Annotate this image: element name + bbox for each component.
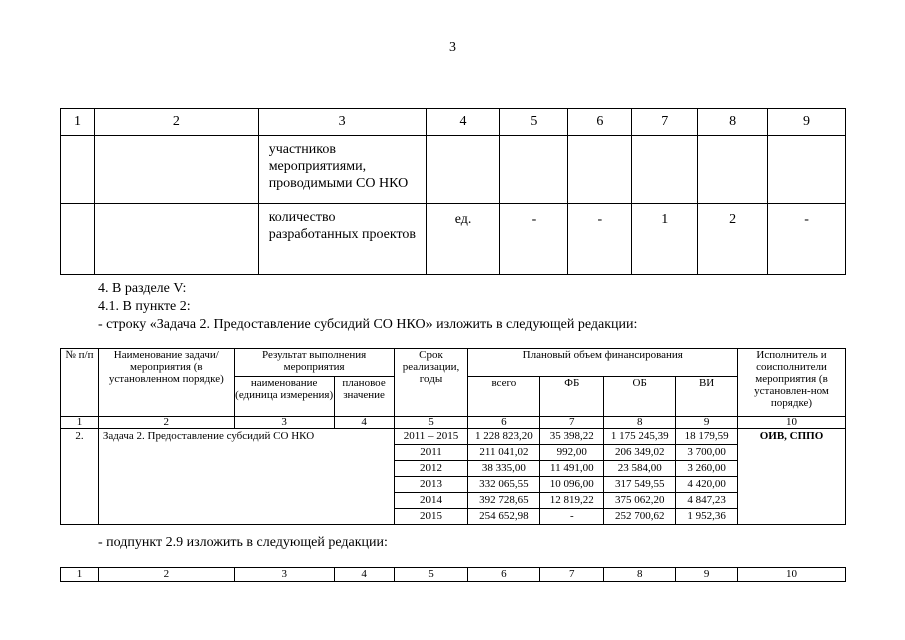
value-cell: 1 [632,204,698,275]
header-fb: ФБ [540,377,604,417]
value-cell: - [568,204,632,275]
paragraph-section: 4. В разделе V: [98,281,187,296]
table-row: 2014 392 728,65 12 819,22 375 062,20 4 847,23 [61,493,846,509]
header-name: Наименование задачи/мероприятия (в установленном порядке) [98,349,234,417]
header-executor: Исполнитель и соисполнители мероприятия (в установлен-ном порядке) [738,349,846,417]
task-number: 2. [61,429,99,525]
header-ob: ОБ [604,377,676,417]
header-result: Результат выполнения мероприятия [234,349,394,377]
table-header-row [61,109,846,136]
paragraph-instruction: - подпункт 2.9 изложить в следующей редакции: [98,535,388,550]
value-cell: - [768,204,846,275]
header-cell: 8 [698,109,768,136]
header-result-name: наименование (единица измерения) [234,377,334,417]
header-cell: 2 [94,109,258,136]
table-row: 2015 254 652,98 - 252 700,62 1 952,36 [61,509,846,525]
value-cell: 2 [698,204,768,275]
header-term: Срок реализации, годы [394,349,468,417]
subpoint-table [60,567,846,582]
unit-cell: ед. [426,204,500,275]
value-cell: - [500,204,568,275]
header-result-plan: плановое значение [334,377,394,417]
header-cell: 9 [768,109,846,136]
header-cell: 1 [61,109,95,136]
table-row: 2013 332 065,55 10 096,00 317 549,55 4 420,00 [61,477,846,493]
table-row: 2012 38 335,00 11 491,00 23 584,00 3 260,00 [61,461,846,477]
indicator-name: количество разработанных проектов [258,204,426,275]
header-cell: 4 [426,109,500,136]
header-cell: 6 [568,109,632,136]
header-vi: ВИ [676,377,738,417]
header-total: всего [468,377,540,417]
table-row: 2011 211 041,02 992,00 206 349,02 3 700,00 [61,445,846,461]
indicator-name: участников мероприятиями, проводимыми СО НКО [258,136,426,204]
paragraph-subsection: 4.1. В пункте 2: [98,299,191,314]
column-numbers-row: 1 2 3 4 5 6 7 8 9 10 [61,568,846,582]
executor: ОИВ, СППО [738,429,846,525]
continuation-table [60,108,846,275]
column-numbers-row: 1 2 3 4 5 6 7 8 9 10 [61,417,846,429]
paragraph-instruction: - строку «Задача 2. Предоставление субсидий СО НКО» изложить в следующей редакции: [98,317,638,332]
table-row [61,204,846,275]
financing-table [60,348,846,525]
page-number: 3 [449,40,456,55]
header-num: № п/п [61,349,99,417]
task-name: Задача 2. Предоставление субсидий СО НКО [98,429,394,525]
table-row [61,136,846,204]
header-cell: 5 [500,109,568,136]
table-row: 2. Задача 2. Предоставление субсидий СО НКО 2011 – 2015 1 228 823,20 35 398,22 1 175 245,39 18 179,59 ОИВ, СППО [61,429,846,445]
header-financing: Плановый объем финансирования [468,349,738,377]
header-cell: 7 [632,109,698,136]
header-cell: 3 [258,109,426,136]
